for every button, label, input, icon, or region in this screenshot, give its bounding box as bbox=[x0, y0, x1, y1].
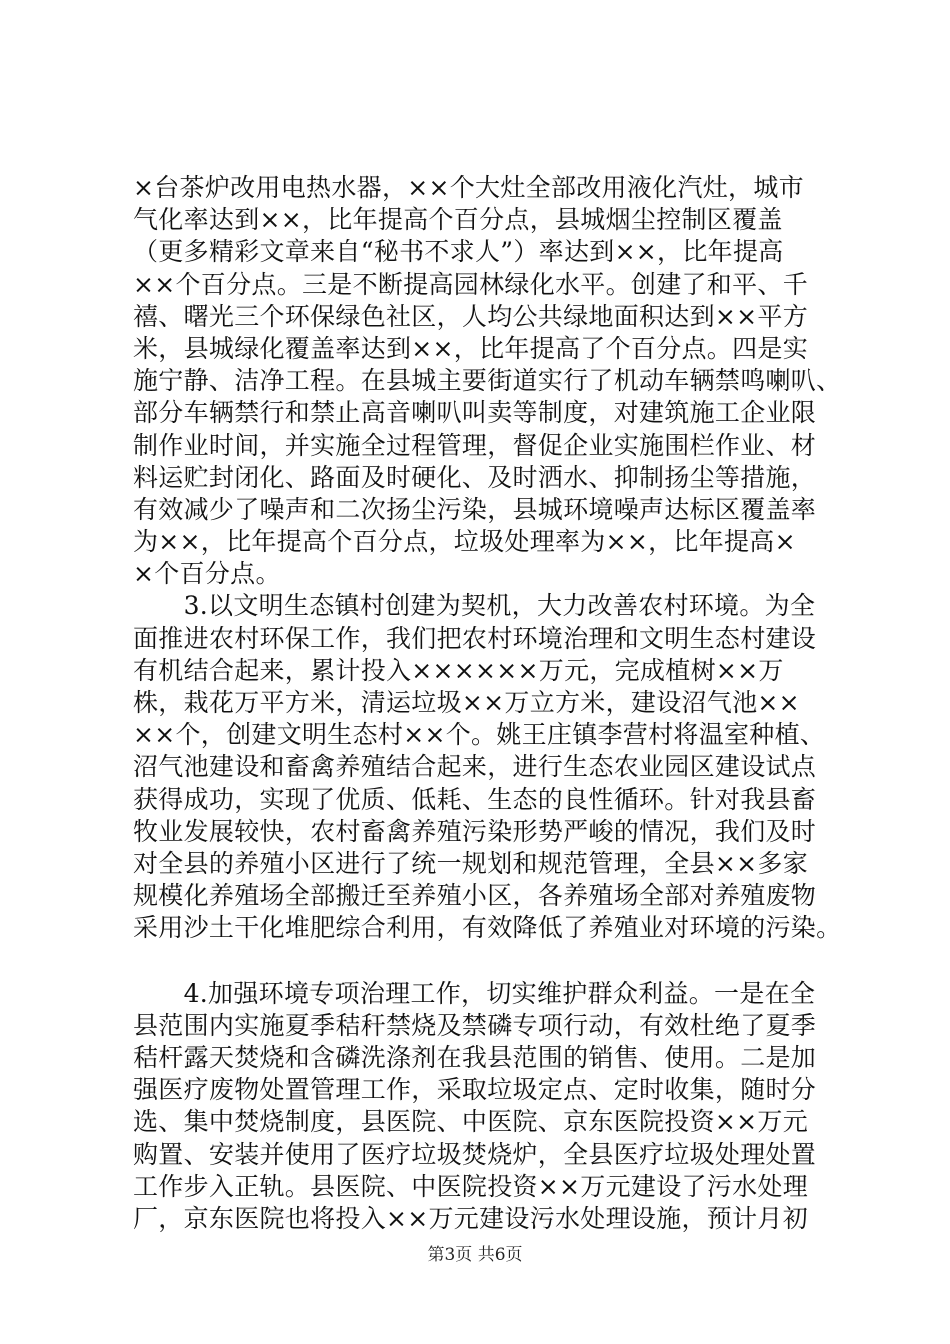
page-footer: 第3页 共6页 bbox=[427, 1245, 523, 1265]
text-line: 对全县的养殖小区进行了统一规划和规范管理，全县××多家 bbox=[133, 849, 808, 878]
text-line: 制作业时间，并实施全过程管理，督促企业实施围栏作业、材 bbox=[133, 431, 817, 460]
text-line: 有效减少了噪声和二次扬尘污染，县城环境噪声达标区覆盖率 bbox=[133, 495, 817, 524]
paragraph-3-heading: 3.以文明生态镇村创建为契机，大力改善农村环境。为全 bbox=[133, 591, 816, 620]
text-line: 强医疗废物处置管理工作，采取垃圾定点、定时收集，随时分 bbox=[133, 1075, 817, 1104]
text-line: ×台茶炉改用电热水器，××个大灶全部改用液化汽灶，城市 bbox=[133, 173, 804, 202]
text-line: 米，县城绿化覆盖率达到××，比年提高了个百分点。四是实 bbox=[133, 334, 808, 363]
text-line: 购置、安装并使用了医疗垃圾焚烧炉，全县医疗垃圾处理处置 bbox=[133, 1140, 817, 1169]
text-line: 厂，京东医院也将投入××万元建设污水处理设施，预计月初 bbox=[133, 1204, 808, 1233]
text-line: 株，栽花万平方米，清运垃圾××万立方米，建设沼气池×× bbox=[133, 688, 800, 717]
text-line: 规模化养殖场全部搬迁至养殖小区，各养殖场全部对养殖废物 bbox=[133, 881, 817, 910]
text-line: （更多精彩文章来自“秘书不求人”）率达到××，比年提高 bbox=[133, 237, 784, 266]
text-line: 采用沙土干化堆肥综合利用，有效降低了养殖业对环境的污染。 bbox=[133, 913, 842, 942]
text-line: 为××，比年提高个百分点，垃圾处理率为××，比年提高× bbox=[133, 527, 796, 556]
text-line: 县范围内实施夏季秸秆禁烧及禁磷专项行动，有效杜绝了夏季 bbox=[133, 1011, 817, 1040]
text-line: 选、集中焚烧制度，县医院、中医院、京东医院投资××万元 bbox=[133, 1107, 808, 1136]
text-line: 料运贮封闭化、路面及时硬化、及时洒水、抑制扬尘等措施， bbox=[133, 463, 817, 492]
text-line: 牧业发展较快，农村畜禽养殖污染形势严峻的情况，我们及时 bbox=[133, 817, 817, 846]
text-line: 气化率达到××，比年提高个百分点，县城烟尘控制区覆盖 bbox=[133, 205, 783, 234]
text-line: 禧、曙光三个环保绿色社区，人均公共绿地面积达到××平方 bbox=[133, 302, 808, 331]
text-line: 部分车辆禁行和禁止高音喇叭叫卖等制度，对建筑施工企业限 bbox=[133, 398, 817, 427]
text-line: ××个百分点。三是不断提高园林绿化水平。创建了和平、千 bbox=[133, 270, 808, 299]
text-line: ××个，创建文明生态村××个。姚王庄镇李营村将温室种植、 bbox=[133, 720, 826, 749]
text-line: 沼气池建设和畜禽养殖结合起来，进行生态农业园区建设试点 bbox=[133, 752, 817, 781]
text-line: 施宁静、洁净工程。在县城主要街道实行了机动车辆禁鸣喇叭、 bbox=[133, 366, 842, 395]
text-line: 面推进农村环保工作，我们把农村环境治理和文明生态村建设 bbox=[133, 624, 817, 653]
paragraph-4-heading: 4.加强环境专项治理工作，切实维护群众利益。一是在全 bbox=[133, 979, 816, 1008]
text-line: 有机结合起来，累计投入××××××万元，完成植树××万 bbox=[133, 656, 784, 685]
text-line: 获得成功，实现了优质、低耗、生态的良性循环。针对我县畜 bbox=[133, 785, 817, 814]
text-line: ×个百分点。 bbox=[133, 559, 281, 588]
text-line: 工作步入正轨。县医院、中医院投资××万元建设了污水处理 bbox=[133, 1172, 808, 1201]
text-line: 秸杆露天焚烧和含磷洗涤剂在我县范围的销售、使用。二是加 bbox=[133, 1043, 817, 1072]
